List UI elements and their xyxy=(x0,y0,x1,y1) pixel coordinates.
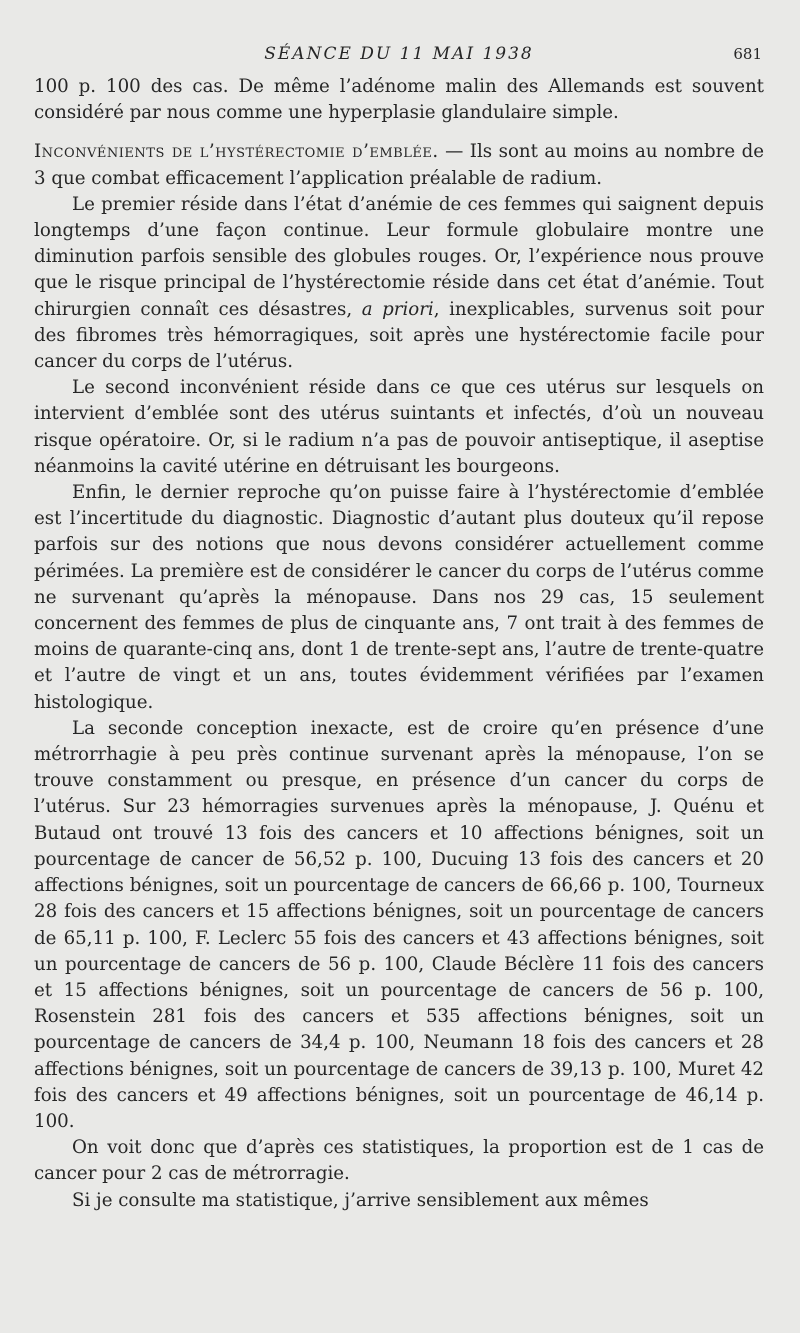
paragraph-4: Le second inconvénient réside dans ce que ces utérus sur lesquels on intervient d’emblée sont des utérus suintants et infectés, d’où un nouveau risque opératoire. Or, si le radium n’a pas de pouvoir antiseptique, il aseptise néanmoins la cavité utérine en détruisant les bourgeons. xyxy=(34,377,764,477)
paragraph-5: Enfin, le dernier reproche qu’on puisse faire à l’hystérectomie d’emblée est l’incertitude du diagnostic. Diagnostic d’autant plus douteux qu’il repose parfois sur des notions que nous devons considérer actuellement comme périmées. La première est de considérer le cancer du corps de l’utérus comme ne survenant qu’après la ménopause. Dans nos 29 cas, 15 seulement concernent des femmes de plus de cinquante ans, 7 ont trait à des femmes de moins de quarante-cinq ans, dont 1 de trente-sept ans, l’autre de trente-quatre et l’autre de vingt et un ans, toutes évidemment vérifiées par l’examen histologique. xyxy=(34,482,764,713)
paragraph-3 xyxy=(34,192,764,375)
running-title: SÉANCE DU 11 MAI 1938 xyxy=(264,44,534,64)
section-paragraph xyxy=(34,139,764,191)
paragraph-3-part-b: , inexplicables, survenus soit pour des fibromes très hémorragiques, soit après une hystérectomie facile pour cancer du corps de l’utérus. xyxy=(34,298,764,373)
page-number: 681 xyxy=(733,45,762,63)
section-heading: Inconvénients de l’hystérectomie d’emblée. xyxy=(34,141,439,163)
body-text xyxy=(34,74,764,1214)
section-text: — Ils sont au moins au nombre de 3 que combat efficacement l’application préalable de radium. xyxy=(34,141,764,189)
paragraph-6: La seconde conception inexacte, est de croire qu’en présence d’une métrorrhagie à peu près continue survenant après la ménopause, l’on se trouve constamment ou presque, en présence d’un cancer du corps de l’utérus. Sur 23 hémorragies survenues après la ménopause, J. Quénu et Butaud ont trouvé 13 fois des cancers et 10 affections bénignes, soit un pourcentage de cancer de 56,52 p. 100, Ducuing 13 fois des cancers et 20 affections bénignes, soit un pourcentage de cancers de 66,66 p. 100, Tourneux 28 fois des cancers et 15 affections bénignes, soit un pourcentage de cancers de 65,11 p. 100, F. Leclerc 55 fois des cancers et 43 affections bénignes, soit un pourcentage de cancers de 56 p. 100, Claude Béclère 11 fois des cancers et 15 affections bénignes, soit un pourcentage de cancers de 56 p. 100, Rosenstein 281 fois des cancers et 535 affections bénignes, soit un pourcentage de cancers de 34,4 p. 100, Neumann 18 fois des cancers et 28 affections bénignes, soit un pourcentage de cancers de 39,13 p. 100, Muret 42 fois des cancers et 49 affections bénignes, soit un pourcentage de 46,14 p. 100. xyxy=(34,717,764,1132)
paragraph-3-part-a: Le premier réside dans l’état d’anémie de ces femmes qui saignent depuis longtemps d’une façon continue. Leur formule globulaire montre une diminution parfois sensible des globules rouges. Or, l’expérience nous prouve que le risque principal de l’hystérectomie réside dans cet état d’anémie. Tout chirurgien connaît ces désastres, xyxy=(34,193,764,320)
italic-phrase: a priori xyxy=(361,298,434,320)
paragraph-7: On voit donc que d’après ces statistiques, la proportion est de 1 cas de cancer pour 2 cas de métrorragie. xyxy=(34,1137,764,1185)
paragraph-8: Si je consulte ma statistique, j’arrive sensiblement aux mêmes xyxy=(72,1189,649,1211)
running-header xyxy=(34,44,764,74)
paragraph-1: 100 p. 100 des cas. De même l’adénome malin des Allemands est souvent considéré par nous comme une hyperplasie glandulaire simple. xyxy=(34,76,764,124)
